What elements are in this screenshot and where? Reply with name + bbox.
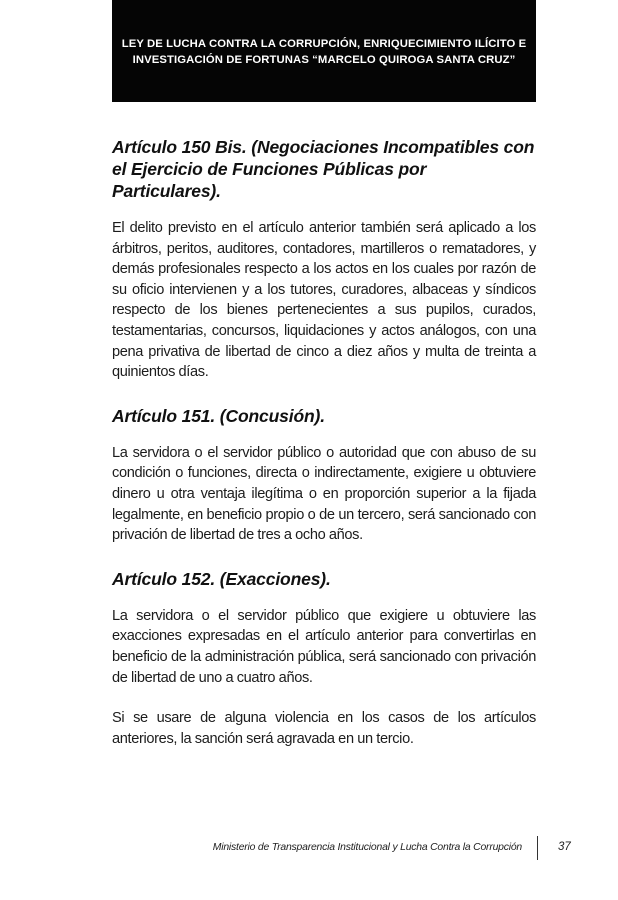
- header-title-line-1: LEY DE LUCHA CONTRA LA CORRUPCIÓN, ENRIQUECIMIENTO ILÍCITO E: [121, 38, 527, 50]
- article-152-paragraph-2: Si se usare de alguna violencia en los casos de los artículos anteriores, la sanción será agravada en un tercio.: [112, 710, 536, 747]
- footer-divider: [537, 836, 538, 860]
- footer-ministry-name: Ministerio de Transparencia Institucional y Lucha Contra la Corrupción: [212, 842, 522, 853]
- document-header: [112, 0, 536, 102]
- article-151-paragraph: La servidora o el servidor público o autoridad que con abuso de su condición o funciones, directa o indirectamente, exigiere u obtuviere dinero u otra ventaja ilegítima o en proporción superior a la fijada legalmente, en beneficio propio o de un tercero, será sancionado con privación de libertad de tres a ocho años.: [112, 444, 536, 544]
- document-body: [112, 136, 536, 749]
- article-152-title: Artículo 152. (Exacciones).: [112, 568, 331, 589]
- page-number: 37: [558, 841, 571, 853]
- article-152-paragraph-1: La servidora o el servidor público que exigiere u obtuviere las exacciones expresadas en el artículo anterior para convertirlas en beneficio de la administración pública, será sancionado con privación de libertad de uno a cuatro años.: [112, 607, 536, 686]
- page-footer: [0, 840, 618, 864]
- article-150-bis-title: Artículo 150 Bis. (Negociaciones Incompatibles con el Ejercicio de Funciones Públicas por Particulares).: [112, 137, 535, 201]
- header-title-line-2: INVESTIGACIÓN DE FORTUNAS “MARCELO QUIROGA SANTA CRUZ”: [132, 53, 516, 66]
- article-150-bis-paragraph: El delito previsto en el artículo anterior también será aplicado a los árbitros, peritos, auditores, contadores, martilleros o rematadores, y demás profesionales respecto a los actos en los cuales por razón de su oficio intervienen y a los tutores, curadores, albaceas y síndicos respecto de los bienes pertenecientes a sus pupilos, curados, testamentarias, concursos, liquidaciones y actos análogos, con una pena privativa de libertad de cinco a diez años y multa de treinta a quinientos días.: [112, 220, 536, 381]
- article-151-title: Artículo 151. (Concusión).: [112, 405, 325, 426]
